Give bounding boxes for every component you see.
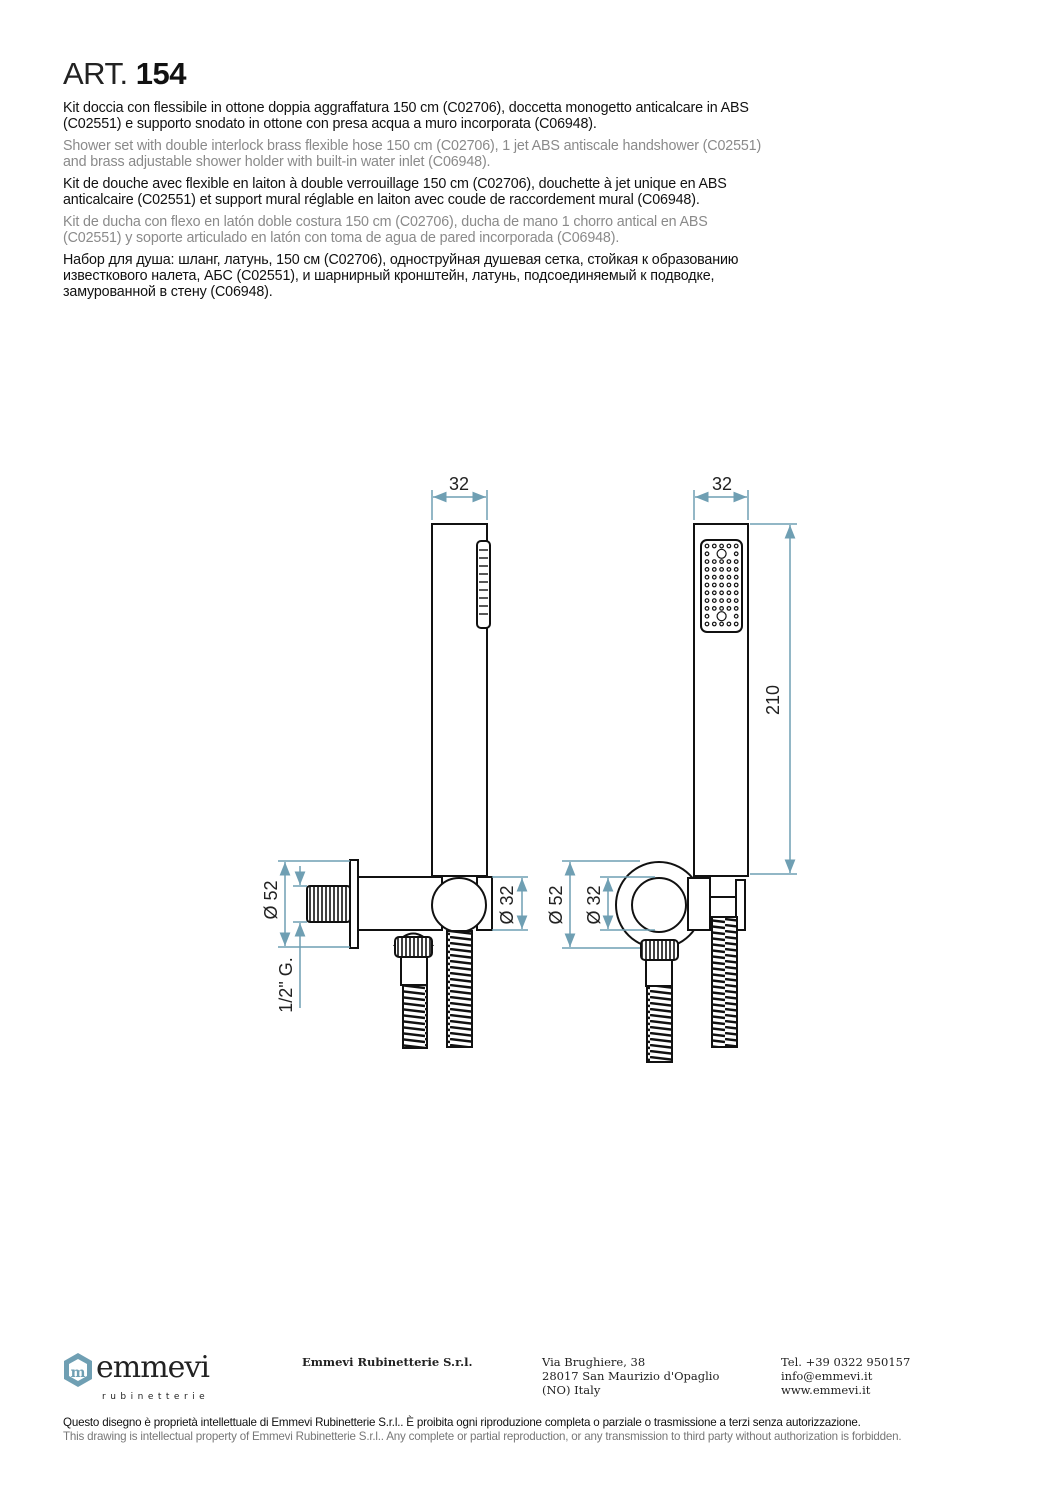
logo-subtitle: rubinetterie — [102, 1392, 210, 1402]
description-it: Kit doccia con flessibile in ottone doppia aggraffatura 150 cm (C02706), doccetta monogetto anticalcare in ABS (C02551) e supporto snodato in ottone con presa acqua a muro incorporata (C06948). — [63, 100, 749, 132]
height-label: 210 — [763, 684, 783, 716]
holder-clip — [710, 897, 736, 917]
side-width-label: 32 — [448, 474, 470, 494]
contacts — [781, 1355, 910, 1397]
thread — [307, 886, 350, 922]
legal-notice — [63, 1416, 1023, 1444]
front-width-label: 32 — [711, 474, 733, 494]
legal-it: Questo disegno è proprietà intellettuale di Emmevi Rubinetterie S.r.l.. È proibita ogni riproduzione completa o parziale o trasmissione a terzi senza autorizzazione. — [63, 1416, 861, 1429]
side-flange-label: Ø 52 — [261, 880, 281, 920]
side-view — [307, 524, 492, 1048]
hose-front-shower — [712, 917, 737, 1047]
knob — [432, 878, 486, 932]
address-line: 28017 San Maurizio d'Opaglio — [542, 1369, 720, 1383]
legal-en: This drawing is intellectual property of Emmevi Rubinetterie S.r.l.. Any complete or partial reproduction, or any transmission to third party without authorization is forbidden. — [63, 1430, 902, 1443]
description-ru: Набор для душа: шланг, латунь, 150 см (C02706), одноструйная душевая сетка, стойкая к образованию известкового налета, АБС (C02551), и шарнирный кронштейн, латунь, подсоединяемый к подводке, замурованной в стену (C06948). — [63, 252, 739, 300]
emmevi-logo — [62, 1349, 252, 1403]
connector-nut — [395, 937, 432, 957]
hose-inlet — [403, 985, 427, 1048]
connector-nut-front — [641, 940, 678, 960]
hose-shower — [447, 931, 472, 1047]
hose-front-inlet — [647, 986, 672, 1062]
wall-flange — [350, 860, 358, 948]
side-thread-label: 1/2" G. — [276, 957, 296, 1013]
front-view — [616, 524, 748, 1062]
spray-slot — [477, 541, 490, 628]
footer — [0, 1345, 1058, 1407]
connector-pipe — [401, 957, 427, 985]
description-es: Kit de ducha con flexo en latón doble costura 150 cm (C02706), ducha de mano 1 chorro antical en ABS (C02551) y soporte articulado en latón con toma de agua de pared incorporada (C06948). — [63, 214, 708, 246]
front-flange-label: Ø 52 — [546, 885, 566, 925]
art-prefix: ART. — [63, 56, 128, 91]
website-link[interactable]: www.emmevi.it — [781, 1383, 871, 1397]
address-line: Via Brughiere, 38 — [542, 1355, 646, 1369]
knob-front — [632, 878, 686, 932]
description-en: Shower set with double interlock brass flexible hose 150 cm (C02706), 1 jet ABS antiscale handshower (C02551) and brass adjustable shower holder with built-in water inlet (C06948). — [63, 138, 762, 170]
phone: Tel. +39 0322 950157 — [781, 1355, 911, 1369]
svg-text:m: m — [70, 1365, 86, 1381]
address-line: (NO) Italy — [542, 1383, 601, 1397]
connector-pipe-front — [646, 960, 672, 986]
email-link[interactable]: info@emmevi.it — [781, 1369, 873, 1383]
description-fr: Kit de douche avec flexible en laiton à double verrouillage 150 cm (C02706), douchette à jet unique en ABS anticalcaire (C02551) et support mural réglable en laiton avec coude de raccordement mural (C06948). — [63, 176, 727, 208]
body-tube — [358, 877, 442, 930]
front-knob-label: Ø 32 — [584, 885, 604, 925]
company-name: Emmevi Rubinetterie S.r.l. — [302, 1355, 473, 1369]
art-number: 154 — [135, 56, 186, 91]
logo-wordmark: emmevi — [96, 1350, 209, 1385]
holder-arm — [688, 878, 710, 930]
address — [542, 1355, 719, 1397]
side-knob-label: Ø 32 — [497, 885, 517, 925]
